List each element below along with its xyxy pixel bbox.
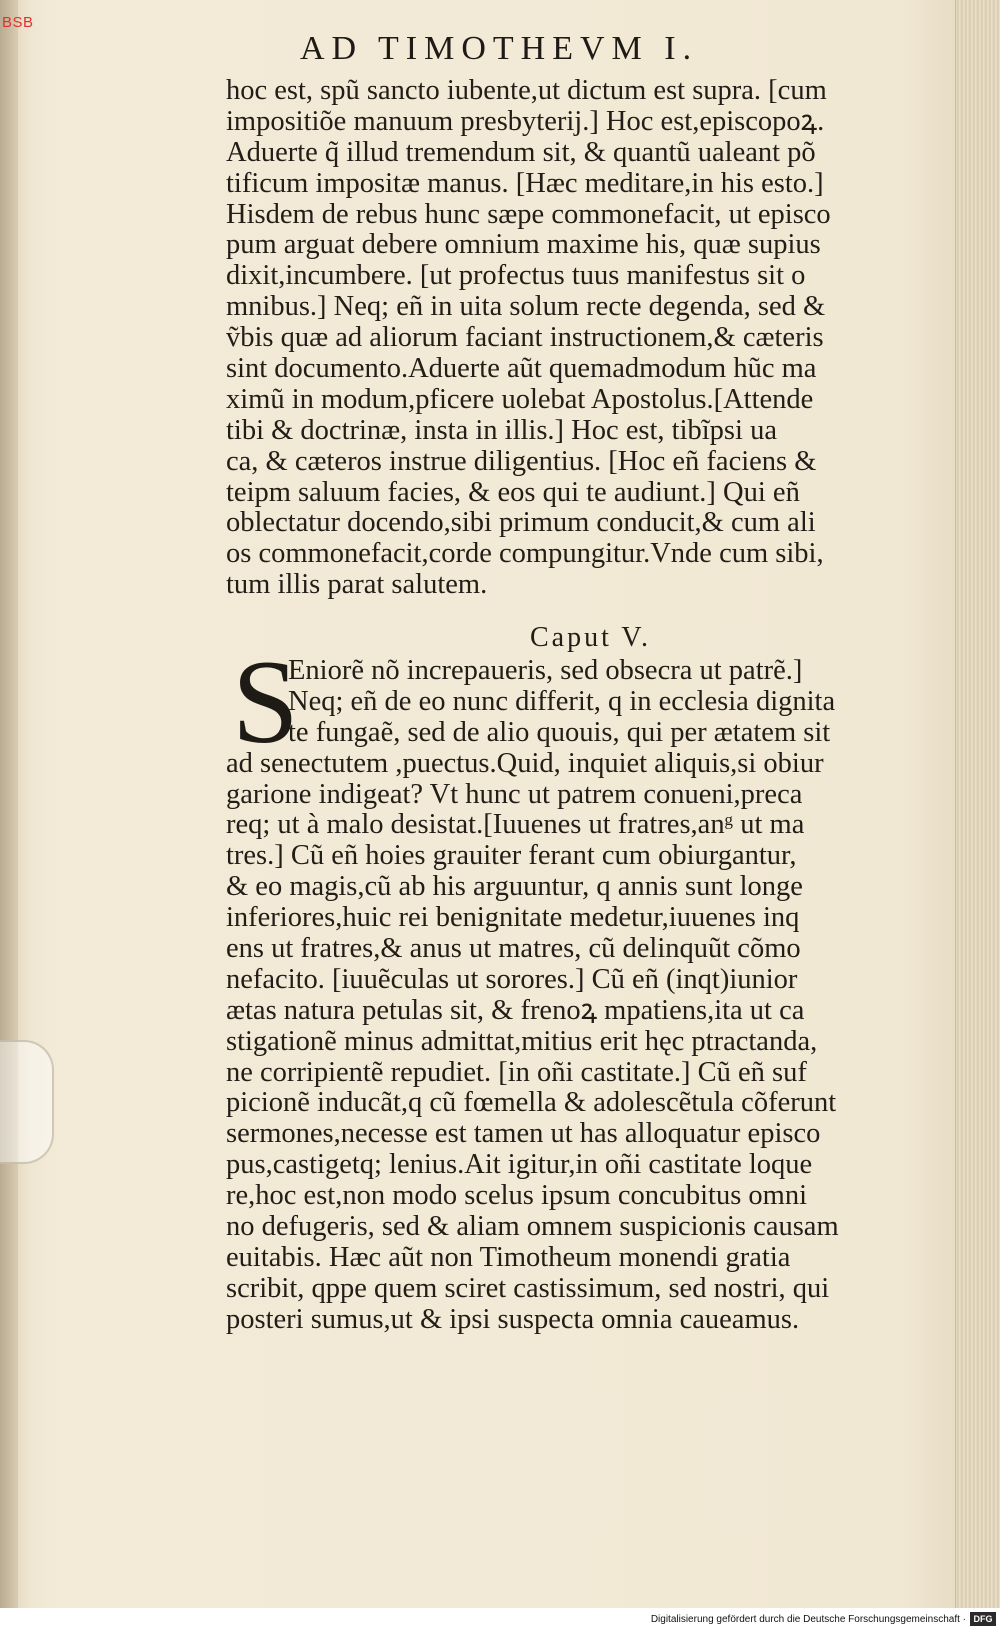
text-line: tres.] Cũ eñ hoies grauiter ferant cum obiurgantur, <box>226 840 797 872</box>
text-line: Neq; eñ de eo nunc differit, q in ecclesia dignita <box>288 685 836 717</box>
library-mark: BSB <box>2 14 34 31</box>
text-line: scribit, qppe quem sciret castissimum, sed nostri, qui <box>226 1272 830 1304</box>
text-line: & eo magis,cũ ab his arguuntur, q annis sunt longe <box>226 871 803 903</box>
text-line: ens ut fratres,& anus ut matres, cũ delinquũt cõmo <box>226 933 801 965</box>
text-line: re,hoc est,non modo scelus ipsum concubitus omni <box>226 1180 808 1212</box>
text-line: impositiõe manuum presbyterij.] Hoc est,episcopoꝝ. <box>226 105 825 137</box>
chapter-heading: Caput V. <box>530 622 651 653</box>
text-line: Eniorẽ nõ increpaueris, sed obsecra ut patrẽ.] <box>288 655 803 686</box>
text-line: garione indigeat? Vt hunc ut patrem conueni,preca <box>226 778 803 810</box>
page-edges <box>955 0 1000 1608</box>
text-line: ṽbis quæ ad aliorum faciant instructionem,& cæteris <box>226 322 824 354</box>
running-head: AD TIMOTHEVM I. <box>300 30 699 67</box>
text-line: posteri sumus,ut & ipsi suspecta omnia caueamus. <box>226 1303 800 1335</box>
chapter-text <box>226 656 926 1336</box>
text-line: stigationẽ minus admittat,mitius erit hęc ptractanda, <box>226 1025 818 1057</box>
text-line: ætas natura petulas sit, & frenoꝝ mpatiens,ita ut ca <box>226 994 805 1026</box>
body-text <box>226 76 926 601</box>
text-line: picionẽ inducãt,q cũ fœmella & adolescẽtula cõferunt <box>226 1087 837 1119</box>
text-line: dixit,incumbere. [ut profectus tuus manifestus sit o <box>226 260 806 292</box>
text-line: teipm saluum facies, & eos qui te audiunt.] Qui eñ <box>226 476 800 508</box>
text-line: pus,castigetq; lenius.Ait igitur,in oñi castitate loque <box>226 1149 813 1181</box>
dfg-logo: DFG <box>970 1612 996 1626</box>
text-line: hoc est, spũ sancto iubente,ut dictum est supra. [cum <box>226 75 827 106</box>
text-line: pum arguat debere omnium maxime his, quæ supius <box>226 229 821 261</box>
text-line: euitabis. Hæc aũt non Timotheum monendi gratia <box>226 1241 791 1273</box>
text-line: tibi & doctrinæ, insta in illis.] Hoc est, tibĩpsi ua <box>226 414 777 446</box>
text-line: ca, & cæteros instrue diligentius. [Hoc eñ faciens & <box>226 445 817 477</box>
text-line: oblectatur docendo,sibi primum conducit,& cum ali <box>226 507 816 539</box>
page-clip <box>0 1040 54 1164</box>
text-line: tificum impositæ manus. [Hæc meditare,in his esto.] <box>226 167 824 199</box>
text-line: Hisdem de rebus hunc sæpe commonefacit, ut episco <box>226 198 831 230</box>
text-line: ximũ in modum,pficere uolebat Apostolus.[Attende <box>226 383 814 415</box>
book-spine <box>0 0 18 1608</box>
text-line: no defugeris, sed & aliam omnem suspicionis causam <box>226 1211 839 1243</box>
text-line: te fungaẽ, sed de alio quouis, qui per ætatem sit <box>288 716 831 748</box>
text-line: inferiores,huic rei benignitate medetur,iuuenes inq <box>226 902 800 934</box>
text-line: sint documento.Aduerte aũt quemadmodum hũc ma <box>226 353 817 385</box>
text-line: mnibus.] Neq; eñ in uita solum recte degenda, sed & <box>226 291 826 323</box>
text-line: req; ut à malo desistat.[Iuuenes ut fratres,anᵍ ut ma <box>226 809 805 841</box>
drop-capital: S <box>232 635 299 768</box>
text-line: tum illis parat salutem. <box>226 569 488 601</box>
text-line: Aduerte q̃ illud tremendum sit, & quantũ ualeant põ <box>226 136 816 168</box>
text-line: ad senectutem ,puectus.Quid, inquiet aliquis,si obiur <box>226 747 824 779</box>
text-line: ne corripientẽ repudiet. [in oñi castitate.] Cũ eñ suf <box>226 1056 807 1088</box>
text-line: os commonefacit,corde compungitur.Vnde cum sibi, <box>226 538 824 570</box>
text-line: nefacito. [iuuẽculas ut sorores.] Cũ eñ (inqt)iunior <box>226 963 798 995</box>
funding-credit: Digitalisierung gefördert durch die Deutsche Forschungsgemeinschaft · <box>650 1614 966 1625</box>
text-line: sermones,necesse est tamen ut has alloquatur episco <box>226 1118 821 1150</box>
